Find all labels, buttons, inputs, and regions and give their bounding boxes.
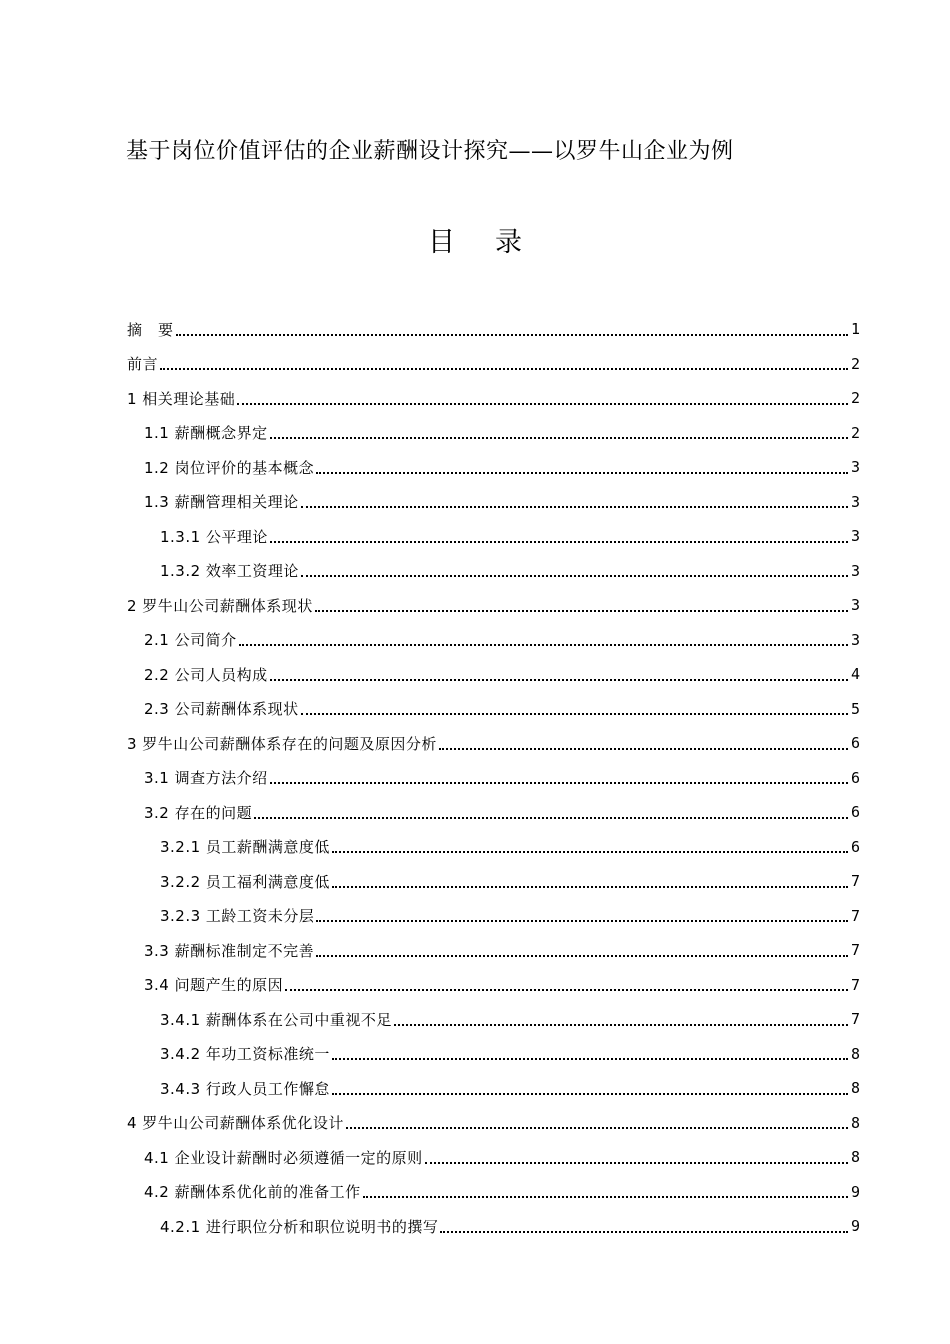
toc-entry-label: 前言 [127,355,159,374]
toc-entry-page-number: 7 [850,872,860,891]
toc-entry-page-number: 7 [850,906,860,925]
toc-dot-leader [301,560,848,577]
toc-entry-page-number: 8 [850,1079,860,1098]
toc-dot-leader [332,1078,848,1095]
toc-entry-page-number: 7 [850,941,860,960]
toc-heading: 目录 [428,227,562,258]
toc-entry-label: 1.3.1 公平理论 [160,527,268,546]
toc-entry[interactable] [127,692,860,727]
toc-dot-leader [346,1112,848,1129]
toc-entry[interactable] [127,761,860,796]
toc-entry[interactable] [127,830,860,865]
toc-entry[interactable] [127,864,860,899]
toc-entry[interactable] [127,1106,860,1141]
toc-dot-leader [332,836,848,853]
toc-entry[interactable] [127,1175,860,1210]
toc-entry[interactable] [127,623,860,658]
toc-entry-page-number: 5 [850,699,860,718]
toc-entry-page-number: 3 [850,527,860,546]
toc-dot-leader [270,767,848,784]
toc-entry[interactable] [127,381,860,416]
toc-entry-page-number: 4 [850,665,860,684]
toc-entry[interactable] [127,588,860,623]
toc-entry[interactable] [127,657,860,692]
toc-dot-leader [237,388,848,405]
toc-dot-leader [332,1043,848,1060]
toc-entry-page-number: 7 [850,1010,860,1029]
toc-entry[interactable] [127,1002,860,1037]
toc-entry[interactable] [127,485,860,520]
toc-entry-label: 4.2.1 进行职位分析和职位说明书的撰写 [160,1217,439,1236]
toc-dot-leader [332,871,848,888]
toc-entry[interactable] [127,554,860,589]
toc-dot-leader [316,457,848,474]
document-title: 基于岗位价值评估的企业薪酬设计探究——以罗牛山企业为例 [126,139,734,164]
toc-entry-label: 4.1 企业设计薪酬时必须遵循一定的原则 [144,1148,423,1167]
toc-dot-leader [270,526,848,543]
toc-entry-page-number: 1 [850,320,860,339]
toc-entry[interactable] [127,1209,860,1244]
toc-dot-leader [285,974,848,991]
toc-dot-leader [316,940,848,957]
toc-entry-label: 3.4 问题产生的原因 [144,976,284,995]
toc-dot-leader [316,905,848,922]
toc-entry-label: 3.2.2 员工福利满意度低 [160,872,330,891]
toc-dot-leader [176,319,848,336]
toc-entry-page-number: 9 [850,1182,860,1201]
toc-entry-label: 3 罗牛山公司薪酬体系存在的问题及原因分析 [127,734,437,753]
toc-entry-label: 3.3 薪酬标准制定不完善 [144,941,315,960]
toc-entry[interactable] [127,1140,860,1175]
toc-entry-label: 3.4.2 年功工资标准统一 [160,1045,330,1064]
toc-dot-leader [363,1181,848,1198]
toc-entry-label: 3.2.3 工龄工资未分层 [160,907,315,926]
toc-entry[interactable] [127,1037,860,1072]
toc-entry-page-number: 6 [850,837,860,856]
table-of-contents [127,312,860,1244]
toc-entry-label: 3.4.1 薪酬体系在公司中重视不足 [160,1010,392,1029]
toc-entry-label: 1 相关理论基础 [127,389,236,408]
toc-entry-label: 3.1 调查方法介绍 [144,769,268,788]
toc-dot-leader [439,733,848,750]
toc-entry[interactable] [127,726,860,761]
toc-entry[interactable] [127,312,860,347]
toc-entry-page-number: 3 [850,561,860,580]
toc-entry[interactable] [127,899,860,934]
toc-entry-page-number: 9 [850,1217,860,1236]
toc-dot-leader [315,595,848,612]
toc-entry[interactable] [127,795,860,830]
toc-entry-label: 摘 要 [127,320,174,339]
toc-entry[interactable] [127,450,860,485]
toc-entry[interactable] [127,416,860,451]
toc-entry[interactable] [127,968,860,1003]
toc-entry-label: 1.3 薪酬管理相关理论 [144,493,299,512]
toc-entry-label: 2.1 公司简介 [144,631,237,650]
toc-entry-label: 2 罗牛山公司薪酬体系现状 [127,596,313,615]
toc-entry-page-number: 2 [850,354,860,373]
toc-entry-page-number: 6 [850,803,860,822]
toc-dot-leader [440,1216,848,1233]
toc-entry-page-number: 8 [850,1113,860,1132]
toc-dot-leader [301,698,848,715]
toc-entry-label: 3.2.1 员工薪酬满意度低 [160,838,330,857]
toc-entry-page-number: 6 [850,734,860,753]
toc-entry-label: 2.3 公司薪酬体系现状 [144,700,299,719]
toc-entry-label: 1.3.2 效率工资理论 [160,562,299,581]
toc-entry-page-number: 2 [850,389,860,408]
toc-dot-leader [425,1147,848,1164]
toc-entry-label: 1.2 岗位评价的基本概念 [144,458,315,477]
toc-dot-leader [239,629,848,646]
toc-entry-page-number: 7 [850,975,860,994]
toc-entry-page-number: 6 [850,768,860,787]
toc-entry[interactable] [127,1071,860,1106]
toc-entry[interactable] [127,519,860,554]
toc-entry-page-number: 3 [850,630,860,649]
toc-dot-leader [270,422,848,439]
toc-entry-label: 4 罗牛山公司薪酬体系优化设计 [127,1114,344,1133]
toc-entry-page-number: 3 [850,458,860,477]
toc-entry-page-number: 8 [850,1148,860,1167]
toc-dot-leader [394,1009,848,1026]
toc-dot-leader [160,353,848,370]
toc-entry[interactable] [127,933,860,968]
toc-entry-page-number: 3 [850,492,860,511]
toc-entry[interactable] [127,347,860,382]
toc-dot-leader [301,491,848,508]
toc-dot-leader [254,802,848,819]
toc-entry-label: 3.2 存在的问题 [144,803,253,822]
toc-dot-leader [270,664,848,681]
toc-entry-page-number: 8 [850,1044,860,1063]
toc-entry-label: 3.4.3 行政人员工作懈怠 [160,1079,330,1098]
toc-entry-label: 2.2 公司人员构成 [144,665,268,684]
toc-entry-page-number: 2 [850,423,860,442]
toc-entry-page-number: 3 [850,596,860,615]
toc-entry-label: 4.2 薪酬体系优化前的准备工作 [144,1183,361,1202]
toc-entry-label: 1.1 薪酬概念界定 [144,424,268,443]
